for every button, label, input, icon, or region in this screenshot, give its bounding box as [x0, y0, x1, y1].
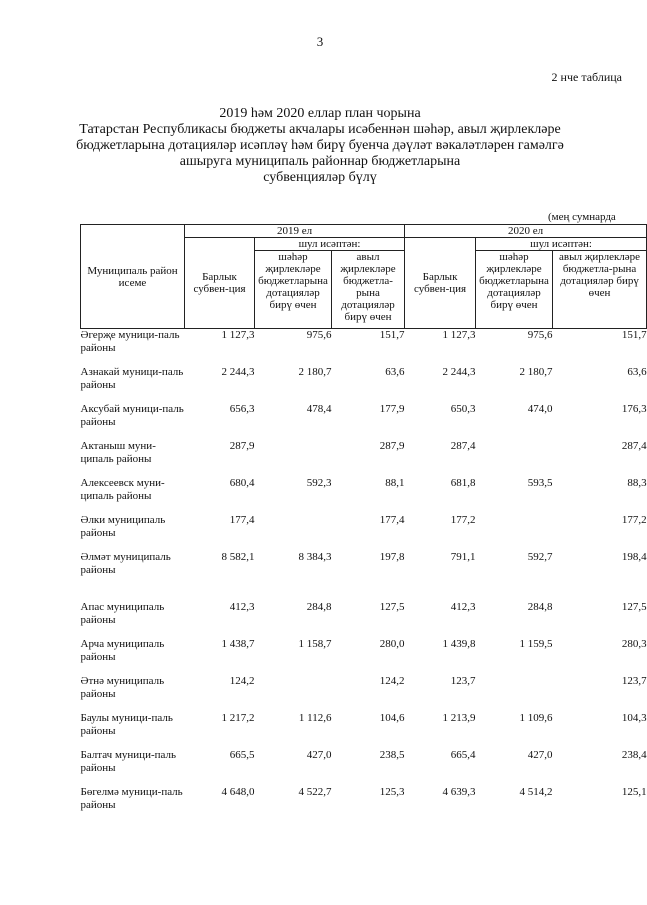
document-title [70, 106, 570, 186]
district-name: Актаныш муни-ципаль районы [80, 440, 156, 465]
city-2019: 4 522,7 [298, 786, 332, 798]
title-line: ашыруга муниципаль районнар бюджетларына [179, 154, 461, 169]
total-2020: 650,3 [450, 403, 476, 415]
city-2019: 592,3 [306, 477, 332, 489]
city-2019: 427,0 [306, 749, 332, 761]
header-year-2019: 2019 ел [185, 225, 405, 238]
city-2019: 1 158,7 [298, 638, 332, 650]
rural-2019: 63,6 [385, 366, 405, 378]
table-row [81, 440, 647, 477]
table-row [81, 329, 647, 367]
rural-2020: 280,3 [621, 638, 647, 650]
total-2019: 412,3 [229, 601, 255, 613]
total-2020: 123,7 [450, 675, 476, 687]
rural-2020: 176,3 [621, 403, 647, 415]
table-row [81, 638, 647, 675]
total-2019: 1 127,3 [221, 329, 255, 341]
total-2020: 1 213,9 [442, 712, 476, 724]
title-line: Татарстан Республикасы бюджеты акчалары исәбеннән шәһәр, авыл җирлекләре [79, 122, 561, 137]
header-city-2019: шәһәр җирлекләре бюджетларына дотацияләр бирү өчен [255, 251, 332, 329]
rural-2019: 125,3 [379, 786, 405, 798]
rural-2020: 104,3 [621, 712, 647, 724]
title-line: субвенцияләр бүлү [263, 170, 377, 185]
city-2019: 8 384,3 [298, 551, 332, 563]
total-2019: 1 438,7 [221, 638, 255, 650]
header-city-2020: шәһәр җирлекләре бюджетларына дотацияләр бирү өчен [476, 251, 553, 329]
rural-2019: 197,8 [379, 551, 405, 563]
table-row [81, 786, 647, 823]
total-2019: 4 648,0 [221, 786, 255, 798]
rural-2019: 104,6 [379, 712, 405, 724]
total-2020: 681,8 [450, 477, 476, 489]
table-row [81, 551, 647, 601]
district-name: Әгерҗе муници-паль районы [80, 329, 180, 354]
city-2020: 284,8 [527, 601, 553, 613]
city-2020: 4 514,2 [519, 786, 553, 798]
table-row [81, 477, 647, 514]
header-of-which-2020: шул исәптән: [476, 238, 647, 251]
district-name: Алексеевск муни-ципаль районы [80, 477, 165, 502]
rural-2020: 151,7 [621, 329, 647, 341]
city-2019: 975,6 [306, 329, 332, 341]
table-label: 2 нче таблица [551, 70, 622, 84]
rural-2020: 287,4 [621, 440, 647, 452]
rural-2020: 88,3 [627, 477, 647, 489]
city-2020: 1 159,5 [519, 638, 553, 650]
district-name: Әлмәт муниципаль районы [80, 551, 171, 576]
total-2020: 665,4 [450, 749, 476, 761]
rural-2019: 127,5 [379, 601, 405, 613]
table-row [81, 366, 647, 403]
rural-2019: 177,9 [379, 403, 405, 415]
total-2019: 680,4 [229, 477, 255, 489]
table-row [81, 712, 647, 749]
district-name: Бөгелмә муници-паль районы [80, 786, 183, 811]
header-total-2020: Барлык субвен-ция [405, 238, 476, 329]
rural-2019: 280,0 [379, 638, 405, 650]
page-number: 3 [316, 34, 324, 49]
city-2020: 2 180,7 [519, 366, 553, 378]
total-2020: 1 127,3 [442, 329, 476, 341]
header-district-name: Муниципаль район исеме [81, 225, 185, 329]
total-2020: 177,2 [450, 514, 476, 526]
city-2019 [255, 514, 332, 551]
rural-2020: 63,6 [627, 366, 647, 378]
city-2020 [476, 514, 553, 551]
city-2019: 2 180,7 [298, 366, 332, 378]
total-2019: 656,3 [229, 403, 255, 415]
header-rural-2019: авыл җирлекләре бюджетла-рына дотацияләр бирү өчен [332, 251, 405, 329]
table-row [81, 403, 647, 440]
rural-2019: 88,1 [385, 477, 405, 489]
subvention-table [80, 224, 647, 823]
rural-2020: 125,1 [621, 786, 647, 798]
rural-2020: 123,7 [621, 675, 647, 687]
city-2019: 1 112,6 [298, 712, 332, 724]
total-2019: 8 582,1 [221, 551, 255, 563]
header-of-which-2019: шул исәптән: [255, 238, 405, 251]
table-row [81, 601, 647, 638]
total-2020: 1 439,8 [442, 638, 476, 650]
city-2019 [255, 675, 332, 712]
city-2019 [255, 440, 332, 477]
units-note: (мең сумнарда [548, 211, 616, 223]
district-name: Баулы муници-паль районы [80, 712, 173, 737]
table-row [81, 675, 647, 712]
district-name: Арча муниципаль районы [80, 638, 165, 663]
city-2020: 592,7 [527, 551, 553, 563]
rural-2020: 127,5 [621, 601, 647, 613]
city-2020: 975,6 [527, 329, 553, 341]
city-2019: 478,4 [306, 403, 332, 415]
city-2020 [476, 675, 553, 712]
total-2019: 1 217,2 [221, 712, 255, 724]
header-total-2019: Барлык субвен-ция [185, 238, 255, 329]
table-row [81, 514, 647, 551]
title-line: бюджетларына дотацияләр исәпләү һәм бирү буенча дәүләт вәкаләтләрен гамәлгә [76, 138, 564, 153]
header-year-2020: 2020 ел [405, 225, 647, 238]
city-2020: 427,0 [527, 749, 553, 761]
rural-2019: 124,2 [379, 675, 405, 687]
city-2019: 284,8 [306, 601, 332, 613]
table-row [81, 749, 647, 786]
total-2020: 2 244,3 [442, 366, 476, 378]
city-2020: 1 109,6 [519, 712, 553, 724]
rural-2019: 151,7 [379, 329, 405, 341]
district-name: Аксубай муници-паль районы [80, 403, 184, 428]
header-rural-2020: авыл җирлекләре бюджетла-рына дотацияләр бирү өчен [553, 251, 647, 329]
rural-2020: 198,4 [621, 551, 647, 563]
city-2020 [476, 440, 553, 477]
total-2019: 2 244,3 [221, 366, 255, 378]
total-2019: 177,4 [229, 514, 255, 526]
total-2020: 287,4 [450, 440, 476, 452]
total-2019: 287,9 [229, 440, 255, 452]
rural-2019: 177,4 [379, 514, 405, 526]
city-2020: 593,5 [527, 477, 553, 489]
rural-2020: 238,4 [621, 749, 647, 761]
total-2020: 791,1 [450, 551, 476, 563]
district-name: Балтач муници-паль районы [80, 749, 176, 774]
rural-2019: 287,9 [379, 440, 405, 452]
total-2020: 4 639,3 [442, 786, 476, 798]
district-name: Апас муниципаль районы [80, 601, 165, 626]
district-name: Әлки муниципаль районы [80, 514, 166, 539]
district-name: Азнакай муници-паль районы [80, 366, 184, 391]
title-line: 2019 һәм 2020 еллар план чорына [219, 106, 421, 121]
rural-2019: 238,5 [379, 749, 405, 761]
rural-2020: 177,2 [621, 514, 647, 526]
total-2019: 124,2 [229, 675, 255, 687]
total-2020: 412,3 [450, 601, 476, 613]
city-2020: 474,0 [527, 403, 553, 415]
district-name: Әтнә муниципаль районы [80, 675, 165, 700]
total-2019: 665,5 [229, 749, 255, 761]
